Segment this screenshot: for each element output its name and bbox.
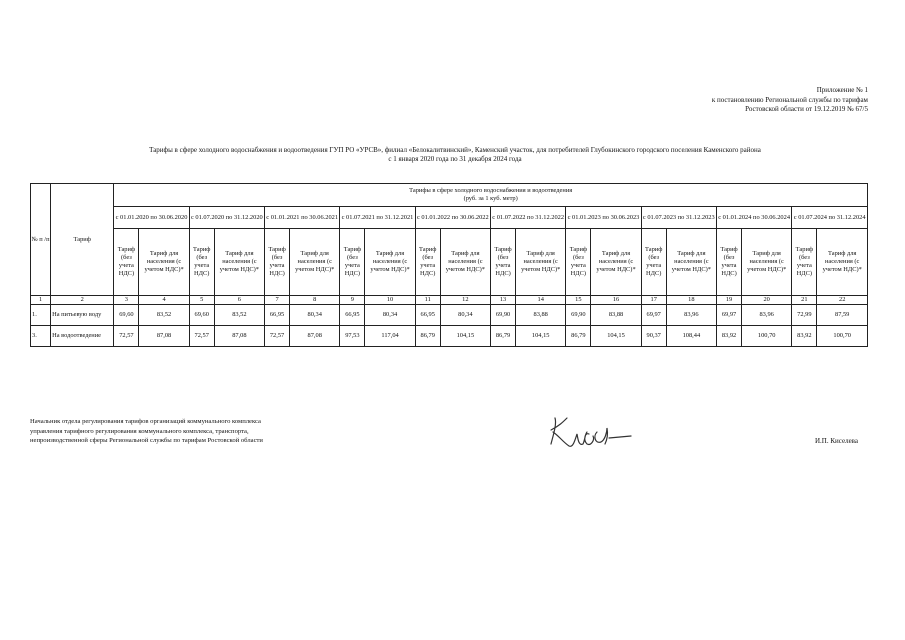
tariff-table bbox=[30, 183, 868, 347]
tariff-value-cell: 97,53 bbox=[340, 326, 365, 347]
subheader-no-vat: Тариф (без учета НДС) bbox=[792, 229, 817, 296]
column-number: 15 bbox=[566, 296, 591, 305]
tariff-value-cell: 69,90 bbox=[566, 305, 591, 326]
period-header: с 01.01.2023 по 30.06.2023 bbox=[566, 207, 641, 229]
table-row bbox=[31, 326, 868, 347]
tariff-value-cell: 80,34 bbox=[365, 305, 415, 326]
group-header bbox=[114, 184, 868, 207]
subheader-no-vat: Тариф (без учета НДС) bbox=[490, 229, 515, 296]
tariff-value-cell: 80,34 bbox=[440, 305, 490, 326]
tariff-value-cell: 83,88 bbox=[591, 305, 641, 326]
column-number: 9 bbox=[340, 296, 365, 305]
subheader-population: Тариф для населения (с учетом НДС)* bbox=[666, 229, 716, 296]
column-number: 8 bbox=[290, 296, 340, 305]
signer-name: И.П. Киселева bbox=[815, 437, 858, 445]
document-title bbox=[60, 146, 850, 164]
column-number: 17 bbox=[641, 296, 666, 305]
column-number: 21 bbox=[792, 296, 817, 305]
tariff-value-cell: 87,08 bbox=[214, 326, 264, 347]
position-line: управления тарифного регулирования коммунального комплекса, транспорта, bbox=[30, 427, 249, 435]
subheader-population: Тариф для населения (с учетом НДС)* bbox=[214, 229, 264, 296]
tariff-value-cell: 90,37 bbox=[641, 326, 666, 347]
group-header-line: (руб. за 1 куб. метр) bbox=[463, 195, 518, 202]
column-number: 2 bbox=[51, 296, 114, 305]
handwritten-signature bbox=[545, 410, 635, 452]
tariff-value-cell: 83,88 bbox=[516, 305, 566, 326]
column-number: 20 bbox=[742, 296, 792, 305]
tariff-value-cell: 69,97 bbox=[716, 305, 741, 326]
column-number: 5 bbox=[189, 296, 214, 305]
title-line: с 1 января 2020 года по 31 декабря 2024 года bbox=[388, 155, 522, 163]
tariff-value-cell: 100,70 bbox=[817, 326, 868, 347]
subheader-population: Тариф для населения (с учетом НДС)* bbox=[139, 229, 189, 296]
tariff-value-cell: 104,15 bbox=[591, 326, 641, 347]
tariff-value-cell: 104,15 bbox=[516, 326, 566, 347]
tariff-value-cell: 66,95 bbox=[340, 305, 365, 326]
col-header-no: № п /п bbox=[31, 184, 51, 296]
subheader-no-vat: Тариф (без учета НДС) bbox=[641, 229, 666, 296]
header-row-periods bbox=[31, 207, 868, 229]
column-number: 11 bbox=[415, 296, 440, 305]
column-number: 14 bbox=[516, 296, 566, 305]
group-header-line: Тарифы в сфере холодного водоснабжения и водоотведения bbox=[409, 187, 573, 194]
tariff-value-cell: 83,92 bbox=[716, 326, 741, 347]
tariff-value-cell: 66,95 bbox=[265, 305, 290, 326]
column-number: 10 bbox=[365, 296, 415, 305]
subheader-no-vat: Тариф (без учета НДС) bbox=[340, 229, 365, 296]
period-header: с 01.07.2021 по 31.12.2021 bbox=[340, 207, 415, 229]
header-row-subheaders bbox=[31, 229, 868, 296]
column-number: 1 bbox=[31, 296, 51, 305]
row-number: 3. bbox=[31, 326, 51, 347]
appendix-line: к постановлению Региональной службы по тарифам bbox=[711, 95, 868, 104]
column-number-row bbox=[31, 296, 868, 305]
signatory-position bbox=[30, 417, 263, 446]
position-line: непроизводственной сферы Региональной службы по тарифам Ростовской области bbox=[30, 437, 263, 444]
tariff-value-cell: 72,57 bbox=[189, 326, 214, 347]
tariff-value-cell: 69,90 bbox=[490, 305, 515, 326]
table-row bbox=[31, 305, 868, 326]
column-number: 12 bbox=[440, 296, 490, 305]
tariff-value-cell: 69,97 bbox=[641, 305, 666, 326]
row-tariff-name: На водоотведение bbox=[51, 326, 114, 347]
column-number: 6 bbox=[214, 296, 264, 305]
tariff-value-cell: 108,44 bbox=[666, 326, 716, 347]
subheader-population: Тариф для населения (с учетом НДС)* bbox=[591, 229, 641, 296]
col-header-tariff: Тариф bbox=[51, 184, 114, 296]
subheader-no-vat: Тариф (без учета НДС) bbox=[265, 229, 290, 296]
subheader-population: Тариф для населения (с учетом НДС)* bbox=[440, 229, 490, 296]
appendix-line: Приложение № 1 bbox=[816, 86, 868, 94]
tariff-value-cell: 72,57 bbox=[114, 326, 139, 347]
subheader-no-vat: Тариф (без учета НДС) bbox=[415, 229, 440, 296]
tariff-value-cell: 86,79 bbox=[415, 326, 440, 347]
subheader-population: Тариф для населения (с учетом НДС)* bbox=[365, 229, 415, 296]
column-number: 22 bbox=[817, 296, 868, 305]
subheader-population: Тариф для населения (с учетом НДС)* bbox=[290, 229, 340, 296]
tariff-value-cell: 86,79 bbox=[566, 326, 591, 347]
appendix-note bbox=[712, 86, 868, 115]
row-tariff-name: На питьевую воду bbox=[51, 305, 114, 326]
tariff-value-cell: 69,60 bbox=[189, 305, 214, 326]
tariff-value-cell: 72,99 bbox=[792, 305, 817, 326]
tariff-value-cell: 72,57 bbox=[265, 326, 290, 347]
signature-stroke bbox=[551, 418, 631, 446]
period-header: с 01.01.2021 по 30.06.2021 bbox=[265, 207, 340, 229]
position-line: Начальник отдела регулирования тарифов организаций коммунального комплекса bbox=[30, 418, 261, 425]
row-number: 1. bbox=[31, 305, 51, 326]
column-number: 3 bbox=[114, 296, 139, 305]
column-number: 4 bbox=[139, 296, 189, 305]
period-header: с 01.07.2022 по 31.12.2022 bbox=[490, 207, 565, 229]
tariff-value-cell: 86,79 bbox=[490, 326, 515, 347]
column-number: 18 bbox=[666, 296, 716, 305]
tariff-value-cell: 104,15 bbox=[440, 326, 490, 347]
title-line: Тарифы в сфере холодного водоснабжения и водоотведения ГУП РО «УРСВ», филиал «Белокалитвинский», Каменский участок, для потребителей Глубокинского городского поселения Каменского района bbox=[149, 146, 761, 154]
tariff-value-cell: 87,59 bbox=[817, 305, 868, 326]
tariff-value-cell: 87,08 bbox=[139, 326, 189, 347]
subheader-population: Тариф для населения (с учетом НДС)* bbox=[817, 229, 868, 296]
subheader-no-vat: Тариф (без учета НДС) bbox=[716, 229, 741, 296]
tariff-value-cell: 83,96 bbox=[666, 305, 716, 326]
tariff-value-cell: 83,52 bbox=[214, 305, 264, 326]
subheader-population: Тариф для населения (с учетом НДС)* bbox=[742, 229, 792, 296]
tariff-value-cell: 83,96 bbox=[742, 305, 792, 326]
tariff-value-cell: 83,52 bbox=[139, 305, 189, 326]
tariff-value-cell: 80,34 bbox=[290, 305, 340, 326]
period-header: с 01.01.2022 по 30.06.2022 bbox=[415, 207, 490, 229]
subheader-population: Тариф для населения (с учетом НДС)* bbox=[516, 229, 566, 296]
period-header: с 01.01.2024 по 30.06.2024 bbox=[716, 207, 791, 229]
subheader-no-vat: Тариф (без учета НДС) bbox=[566, 229, 591, 296]
tariff-value-cell: 69,60 bbox=[114, 305, 139, 326]
period-header: с 01.07.2020 по 31.12.2020 bbox=[189, 207, 264, 229]
subheader-no-vat: Тариф (без учета НДС) bbox=[114, 229, 139, 296]
period-header: с 01.07.2023 по 31.12.2023 bbox=[641, 207, 716, 229]
period-header: с 01.01.2020 по 30.06.2020 bbox=[114, 207, 189, 229]
column-number: 19 bbox=[716, 296, 741, 305]
subheader-no-vat: Тариф (без учета НДС) bbox=[189, 229, 214, 296]
column-number: 7 bbox=[265, 296, 290, 305]
tariff-value-cell: 117,04 bbox=[365, 326, 415, 347]
header-row-group bbox=[31, 184, 868, 207]
appendix-line: Ростовской области от 19.12.2019 № 67/5 bbox=[745, 105, 868, 113]
tariff-value-cell: 66,95 bbox=[415, 305, 440, 326]
column-number: 16 bbox=[591, 296, 641, 305]
column-number: 13 bbox=[490, 296, 515, 305]
tariff-value-cell: 87,08 bbox=[290, 326, 340, 347]
period-header: с 01.07.2024 по 31.12.2024 bbox=[792, 207, 868, 229]
tariff-value-cell: 100,70 bbox=[742, 326, 792, 347]
tariff-value-cell: 83,92 bbox=[792, 326, 817, 347]
